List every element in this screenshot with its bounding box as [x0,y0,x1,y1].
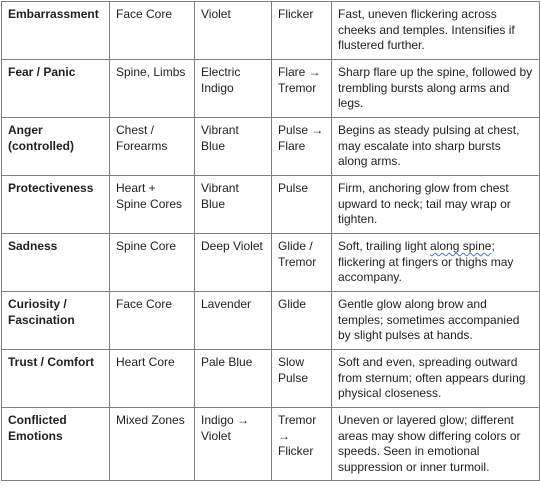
pattern-cell: Pulse → Flare [272,118,332,176]
emotion-cell: Fear / Panic [2,60,110,118]
zone-cell: Mixed Zones [110,408,195,481]
pattern-cell: Flare → Tremor [272,60,332,118]
emotion-cell: Protectiveness [2,176,110,234]
zone-cell: Face Core [110,2,195,60]
emotion-cell: Trust / Comfort [2,350,110,408]
spellcheck-underlined-text[interactable]: along spine [430,239,492,253]
description-text: Soft, trailing light [338,239,431,253]
pattern-cell: Glide / Tremor [272,234,332,292]
pattern-cell: Slow Pulse [272,350,332,408]
table-row [2,292,540,350]
table-row [2,234,540,292]
description-cell: Uneven or layered glow; different areas may show differing colors or speeds. Seen in emotional suppression or inner turmoil. [332,408,540,481]
description-cell [332,234,540,292]
emotion-cell: Sadness [2,234,110,292]
color-cell: Vibrant Blue [195,118,272,176]
emotion-cell: Embarrassment [2,2,110,60]
description-cell: Firm, anchoring glow from chest upward to neck; tail may wrap or tighten. [332,176,540,234]
table-row [2,350,540,408]
zone-cell: Spine Core [110,234,195,292]
description-cell: Fast, uneven flickering across cheeks and temples. Intensifies if flustered further. [332,2,540,60]
description-cell: Begins as steady pulsing at chest, may escalate into sharp bursts along arms. [332,118,540,176]
color-cell: Indigo → Violet [195,408,272,481]
emotion-glow-table [1,1,540,481]
zone-cell: Heart + Spine Cores [110,176,195,234]
color-cell: Violet [195,2,272,60]
description-cell: Soft and even, spreading outward from sternum; often appears during physical closeness. [332,350,540,408]
table-row [2,408,540,481]
description-cell: Sharp flare up the spine, followed by trembling bursts along arms and legs. [332,60,540,118]
color-cell: Lavender [195,292,272,350]
color-cell: Deep Violet [195,234,272,292]
color-cell: Pale Blue [195,350,272,408]
color-cell: Vibrant Blue [195,176,272,234]
pattern-cell: Pulse [272,176,332,234]
zone-cell: Heart Core [110,350,195,408]
table-row [2,2,540,60]
table-row [2,60,540,118]
description-text: ; flickering at fingers or thighs may accompany. [338,239,514,284]
pattern-cell: Glide [272,292,332,350]
emotion-cell: Conflicted Emotions [2,408,110,481]
color-cell: Electric Indigo [195,60,272,118]
emotion-cell: Curiosity / Fascination [2,292,110,350]
emotion-cell: Anger (controlled) [2,118,110,176]
pattern-cell: Flicker [272,2,332,60]
zone-cell: Spine, Limbs [110,60,195,118]
description-cell: Gentle glow along brow and temples; sometimes accompanied by slight pulses at hands. [332,292,540,350]
pattern-cell: Tremor → Flicker [272,408,332,481]
table-row [2,118,540,176]
zone-cell: Face Core [110,292,195,350]
zone-cell: Chest / Forearms [110,118,195,176]
table-row [2,176,540,234]
